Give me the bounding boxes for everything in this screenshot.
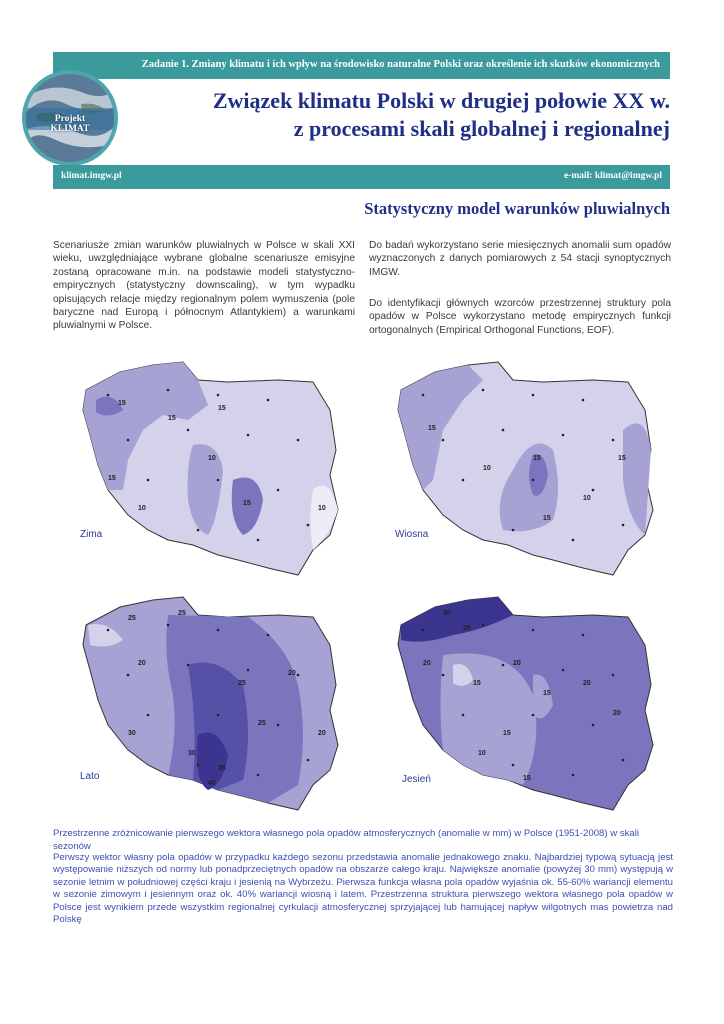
contour-label: 15 (618, 455, 626, 462)
contour-label: 30 (188, 750, 196, 757)
map-winter (68, 350, 350, 585)
figure-caption: Przestrzenne zróżnicowanie pierwszego wektora własnego pola opadów atmosferycznych (anomalie w mm) w Polsce (1951-2008) w skali sezonów (53, 828, 640, 852)
intro-right-paragraph-2: Do identyfikacji głównych wzorców przestrzennej struktury pola opadów w Polsce wykorzystano metodę empirycznych funkcji ortogonalnych (Empirical Orthogonal Functions, EOF). (369, 298, 671, 336)
contour-label: 30 (128, 730, 136, 737)
map-summer (68, 585, 350, 820)
contour-label: 15 (168, 415, 176, 422)
season-label-spring: Wiosna (395, 529, 429, 540)
contour-label: 10 (138, 505, 146, 512)
project-logo (22, 70, 118, 166)
contour-label: 20 (513, 660, 521, 667)
header-task-bar (53, 52, 670, 79)
title-line-1: Związek klimatu Polski w drugiej połowie XX w. (212, 88, 670, 113)
contour-label: 25 (178, 610, 186, 617)
contour-label: 10 (583, 495, 591, 502)
season-label-winter: Zima (80, 529, 103, 540)
contour-label: 10 (478, 750, 486, 757)
contour-label: 25 (128, 615, 136, 622)
contour-label: 15 (218, 405, 226, 412)
contour-label: 15 (108, 475, 116, 482)
page-title (213, 87, 670, 143)
contour-label: 15 (523, 775, 531, 782)
contour-label: 30 (443, 610, 451, 617)
contour-label: 40 (208, 780, 216, 787)
email-link[interactable]: e-mail: klimat@imgw.pl (563, 171, 662, 181)
contour-label: 10 (483, 465, 491, 472)
contour-label: 25 (258, 720, 266, 727)
contour-label: 20 (613, 710, 621, 717)
task-line: Zadanie 1. Zmiany klimatu i ich wpływ na środowisko naturalne Polski oraz określenie ich skutków ekonomicznych (141, 59, 660, 70)
contour-label: 20 (138, 660, 146, 667)
contour-label: 20 (423, 660, 431, 667)
contour-label: 15 (533, 455, 541, 462)
contour-label: 15 (543, 515, 551, 522)
contour-label: 15 (473, 680, 481, 687)
contour-label: 15 (118, 400, 126, 407)
contour-label: 25 (463, 625, 471, 632)
season-label-autumn: Jesień (402, 774, 431, 785)
contour-label: 25 (238, 680, 246, 687)
intro-left-paragraph: Scenariusze zmian warunków pluwialnych w Polsce w skali XXI wieku, uwzględniające wybrane globalne scenariusze emisyjne zostaną opracowane m.in. na podstawie modeli statystyczno-empirycznych (statystyczny downscaling), w tym wypadku opisujących relacje między regionalnym polem wymuszenia (pole baryczne nad Europą i północnym Atlantykiem) a warunkami pluwialnymi w Polsce. (53, 240, 355, 332)
contour-label: 20 (583, 680, 591, 687)
logo-line-2: KLIMAT (50, 124, 90, 134)
contact-bar (53, 165, 670, 189)
contour-label: 15 (243, 500, 251, 507)
contour-label: 35 (218, 765, 226, 772)
contour-label: 20 (318, 730, 326, 737)
season-label-summer: Lato (80, 771, 100, 782)
contour-label: 15 (428, 425, 436, 432)
contour-label: 15 (503, 730, 511, 737)
logo-line-1: Projekt (54, 114, 86, 124)
website-link[interactable]: klimat.imgw.pl (61, 171, 122, 181)
contour-label: 20 (288, 670, 296, 677)
contour-label: 10 (318, 505, 326, 512)
description-paragraph: Perwszy wektor własny pola opadów w przypadku każdego sezonu przedstawia anomalie jednakowego znaku. Najbardziej typową sytuacją jest występowanie niższych od normy lub ponadprzeciętnych opadów na obszarze całego kraju. Największe anomalie (powyżej 30 mm) występują w sezonie letnim w południowej części kraju i jesienią na Wybrzeżu. Pierwsza funkcja własna pola opadów wyjaśnia ok. 55-60% wariancji elementu w sezonie zimowym i jesiennym oraz ok. 40% wariancji wiosną i latem. Przestrzenna struktura pierwszego wektora własnego pola opadów w Polsce jest wynikiem przede wszystkim regionalnej cyrkulacji atmosferycznej sprzyjającej lub hamującej napływ wilgotnych mas powietrza nad Polskę (53, 852, 673, 926)
intro-right-paragraph-1: Do badań wykorzystano serie miesięcznych anomalii sum opadów wyznaczonych z danych pomiarowych z 54 stacji synoptycznych IMGW. (369, 240, 671, 278)
contour-label: 15 (543, 690, 551, 697)
section-title: Statystyczny model warunków pluwialnych (364, 199, 670, 218)
contour-label: 10 (208, 455, 216, 462)
title-line-2: z procesami skali globalnej i regionalnej (293, 116, 670, 141)
map-spring (383, 350, 665, 585)
